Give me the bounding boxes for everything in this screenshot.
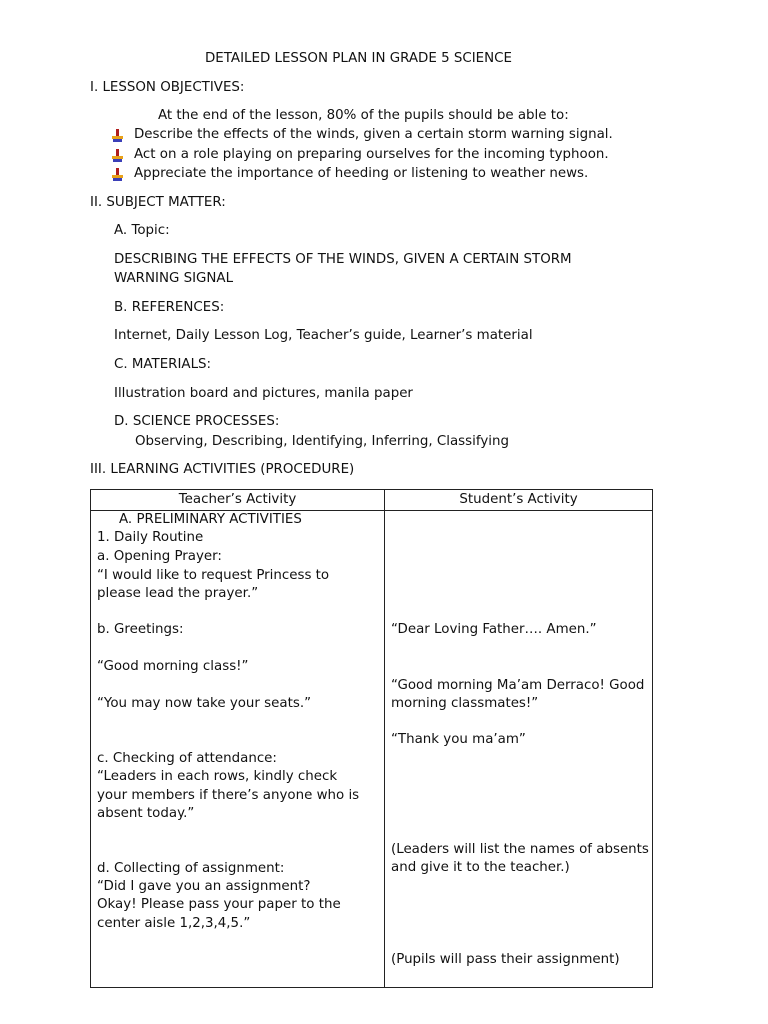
teacher-line: “Leaders in each rows, kindly check	[97, 769, 338, 784]
teacher-line: “Good morning class!”	[97, 659, 249, 674]
section-heading: A. PRELIMINARY ACTIVITIES	[119, 512, 302, 527]
objective-item: Act on a role playing on preparing ourselves for the incoming typhoon.	[134, 147, 609, 162]
student-line: “Good morning Ma’am Derraco! Good	[391, 678, 645, 693]
teacher-line: b. Greetings:	[97, 622, 184, 637]
teacher-line: “I would like to request Princess to	[97, 568, 330, 583]
teacher-line: Okay! Please pass your paper to the	[97, 897, 341, 912]
teacher-line: c. Checking of attendance:	[97, 751, 277, 766]
objectives-intro: At the end of the lesson, 80% of the pupils should be able to:	[158, 108, 569, 123]
references-label: B. REFERENCES:	[114, 300, 225, 315]
student-line: “Dear Loving Father…. Amen.”	[391, 622, 597, 637]
topic-text: DESCRIBING THE EFFECTS OF THE WINDS, GIVEN A CERTAIN STORM	[114, 252, 572, 267]
student-line: (Pupils will pass their assignment)	[391, 952, 620, 967]
topic-text: WARNING SIGNAL	[114, 271, 234, 286]
teacher-activity-header: Teacher’s Activity	[91, 490, 385, 511]
document-title: DETAILED LESSON PLAN IN GRADE 5 SCIENCE	[205, 51, 512, 66]
teacher-activity-cell	[91, 511, 385, 988]
activities-heading: III. LEARNING ACTIVITIES (PROCEDURE)	[90, 462, 355, 477]
objectives-heading: I. LESSON OBJECTIVES:	[90, 80, 245, 95]
teacher-line: absent today.”	[97, 806, 195, 821]
objective-item: Appreciate the importance of heeding or listening to weather news.	[134, 166, 589, 181]
teacher-line: “Did I gave you an assignment?	[97, 879, 311, 894]
teacher-line: “You may now take your seats.”	[97, 696, 312, 711]
materials-text: Illustration board and pictures, manila paper	[114, 386, 413, 401]
student-line: (Leaders will list the names of absents	[391, 842, 649, 857]
processes-label: D. SCIENCE PROCESSES:	[114, 414, 280, 429]
teacher-line: your members if there’s anyone who is	[97, 788, 360, 803]
materials-label: C. MATERIALS:	[114, 357, 212, 372]
bullet-icon	[112, 168, 123, 182]
bullet-icon	[112, 129, 123, 143]
student-line: and give it to the teacher.)	[391, 860, 570, 875]
procedure-table	[90, 489, 653, 988]
teacher-line: d. Collecting of assignment:	[97, 861, 285, 876]
teacher-line: 1. Daily Routine	[97, 530, 204, 545]
student-activity-cell	[385, 511, 653, 988]
teacher-line: a. Opening Prayer:	[97, 549, 222, 564]
processes-text: Observing, Describing, Identifying, Inferring, Classifying	[135, 434, 509, 449]
objective-item: Describe the effects of the winds, given a certain storm warning signal.	[134, 127, 613, 142]
student-line: morning classmates!”	[391, 696, 539, 711]
references-text: Internet, Daily Lesson Log, Teacher’s guide, Learner’s material	[114, 328, 533, 343]
student-activity-header: Student’s Activity	[385, 490, 653, 511]
subject-matter-heading: II. SUBJECT MATTER:	[90, 195, 226, 210]
bullet-icon	[112, 149, 123, 163]
teacher-line: center aisle 1,2,3,4,5.”	[97, 916, 251, 931]
topic-label: A. Topic:	[114, 223, 170, 238]
teacher-line: please lead the prayer.”	[97, 586, 259, 601]
student-line: “Thank you ma’am”	[391, 732, 526, 747]
